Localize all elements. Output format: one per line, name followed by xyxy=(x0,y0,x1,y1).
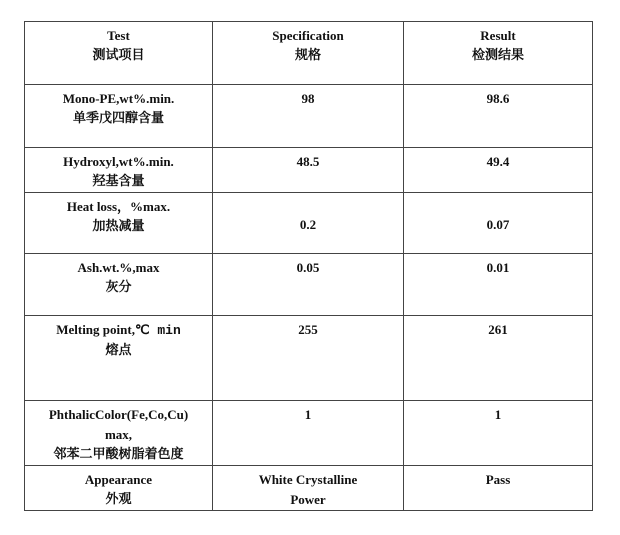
test-name-cn: 灰分 xyxy=(105,280,132,295)
test-name-en: Mono-PE,wt%.min. xyxy=(62,91,175,106)
result-cell: 98.6 xyxy=(404,85,593,148)
result-cell: 261 xyxy=(404,316,593,401)
table-row xyxy=(25,401,593,466)
test-name-cn: 加热减量 xyxy=(92,219,145,234)
spec-cell: 98 xyxy=(213,85,404,148)
spec-cell: 0.05 xyxy=(213,254,404,316)
test-name-cn: 单季戊四醇含量 xyxy=(72,111,164,126)
table-row xyxy=(25,254,593,316)
result-cell: 49.4 xyxy=(404,148,593,193)
table-row xyxy=(25,85,593,148)
test-name-cn: 邻苯二甲酸树脂着色度 xyxy=(53,447,184,462)
result-cell: 0.07 xyxy=(404,193,593,254)
spec-line-2: Power xyxy=(290,492,326,507)
header-test xyxy=(25,22,213,85)
spec-cell: 1 xyxy=(213,401,404,466)
test-name-cn: 外观 xyxy=(105,492,132,507)
table-row xyxy=(25,148,593,193)
table-row xyxy=(25,466,593,511)
test-cell xyxy=(25,148,213,193)
result-cell: Pass xyxy=(404,466,593,511)
spec-cell: 48.5 xyxy=(213,148,404,193)
table-header-row xyxy=(25,22,593,85)
table-row xyxy=(25,193,593,254)
test-name-en: Heat loss，%max. xyxy=(66,199,171,214)
header-test-en: Test xyxy=(107,28,130,43)
test-name-en: Hydroxyl,wt%.min. xyxy=(63,154,174,169)
header-result-cn: 检测结果 xyxy=(471,48,524,63)
test-cell xyxy=(25,254,213,316)
header-test-cn: 测试项目 xyxy=(92,48,145,63)
test-cell xyxy=(25,85,213,148)
header-spec-cn: 规格 xyxy=(294,48,321,63)
test-cell xyxy=(25,316,213,401)
table-row xyxy=(25,316,593,401)
test-cell xyxy=(25,401,213,466)
spec-cell xyxy=(213,466,404,511)
test-name-cn: 熔点 xyxy=(105,343,132,358)
specification-table xyxy=(24,21,593,511)
header-result-en: Result xyxy=(480,28,516,43)
header-specification xyxy=(213,22,404,85)
test-name-en: Ash.wt.%,max xyxy=(77,260,160,275)
header-spec-en: Specification xyxy=(272,28,344,43)
header-result xyxy=(404,22,593,85)
spec-line-1: White Crystalline xyxy=(258,472,358,487)
test-name-cn: 羟基含量 xyxy=(92,174,145,189)
result-cell: 1 xyxy=(404,401,593,466)
test-name-en-line2: max, xyxy=(104,427,133,442)
test-name-en xyxy=(29,320,208,341)
test-name-en: PhthalicColor(Fe,Co,Cu) xyxy=(48,407,189,422)
test-cell xyxy=(25,466,213,511)
test-cell xyxy=(25,193,213,254)
test-name-en: Appearance xyxy=(84,472,153,487)
test-name-en-part: Melting point, xyxy=(56,322,135,337)
test-name-en-unit: ℃ min xyxy=(134,323,181,338)
spec-cell: 0.2 xyxy=(213,193,404,254)
result-cell: 0.01 xyxy=(404,254,593,316)
spec-cell: 255 xyxy=(213,316,404,401)
